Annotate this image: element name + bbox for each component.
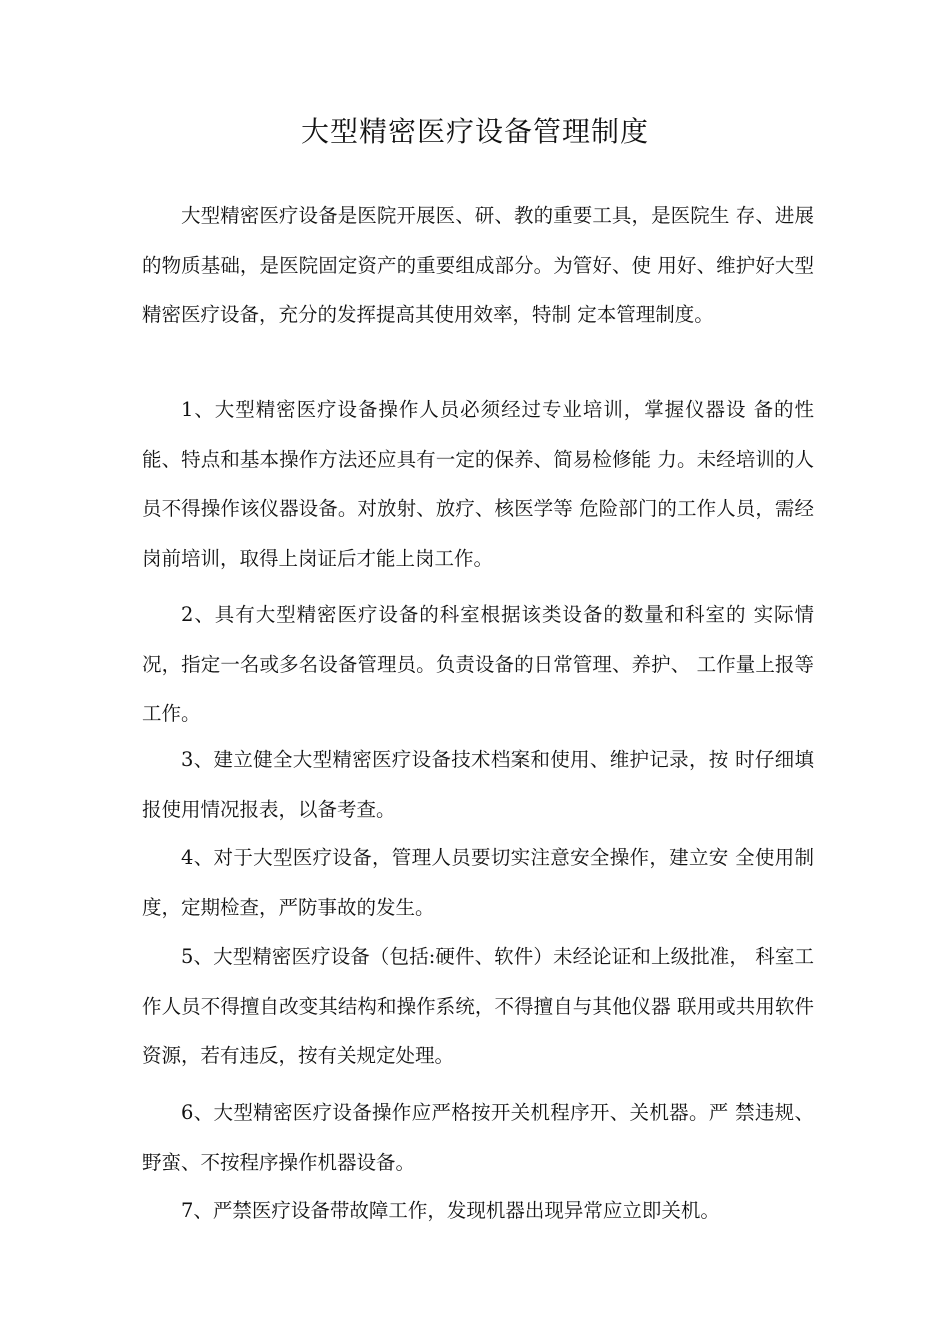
- intro-paragraph: 大型精密医疗设备是医院开展医、研、教的重要工具，是医院生 存、进展的物质基础，是医院固定资产的重要组成部分。为管好、使 用好、维护好大型精密医疗设备，充分的发挥提高其使用效率，特制 定本管理制度。: [142, 204, 814, 326]
- rule-paragraph-6: 6、大型精密医疗设备操作应严格按开关机程序开、关机器。严 禁违规、野蛮、不按程序操作机器设备。: [142, 1101, 814, 1174]
- rule-paragraph-7: 7、严禁医疗设备带故障工作，发现机器出现异常应立即关机。: [181, 1199, 720, 1222]
- rule-paragraph-4: 4、对于大型医疗设备，管理人员要切实注意安全操作，建立安 全使用制度，定期检查，严防事故的发生。: [142, 846, 814, 919]
- rule-paragraph-5: 5、大型精密医疗设备（包括:硬件、软件）未经论证和上级批准， 科室工作人员不得擅自改变其结构和操作系统，不得擅自与其他仪器 联用或共用软件资源，若有违反，按有关规定处理。: [142, 945, 814, 1067]
- document-title: 大型精密医疗设备管理制度: [300, 115, 649, 148]
- rule-paragraph-1: 1、大型精密医疗设备操作人员必须经过专业培训，掌握仪器设 备的性能、特点和基本操作方法还应具有一定的保养、简易检修能 力。未经培训的人员不得操作该仪器设备。对放射、放疗、核医学等 危险部门的工作人员，需经岗前培训，取得上岗证后才能上岗工作。: [142, 398, 814, 570]
- rule-paragraph-3: 3、建立健全大型精密医疗设备技术档案和使用、维护记录，按 时仔细填报使用情况报表，以备考查。: [142, 748, 814, 821]
- rule-paragraph-2: 2、具有大型精密医疗设备的科室根据该类设备的数量和科室的 实际情况，指定一名或多名设备管理员。负责设备的日常管理、养护、 工作量上报等工作。: [142, 603, 814, 725]
